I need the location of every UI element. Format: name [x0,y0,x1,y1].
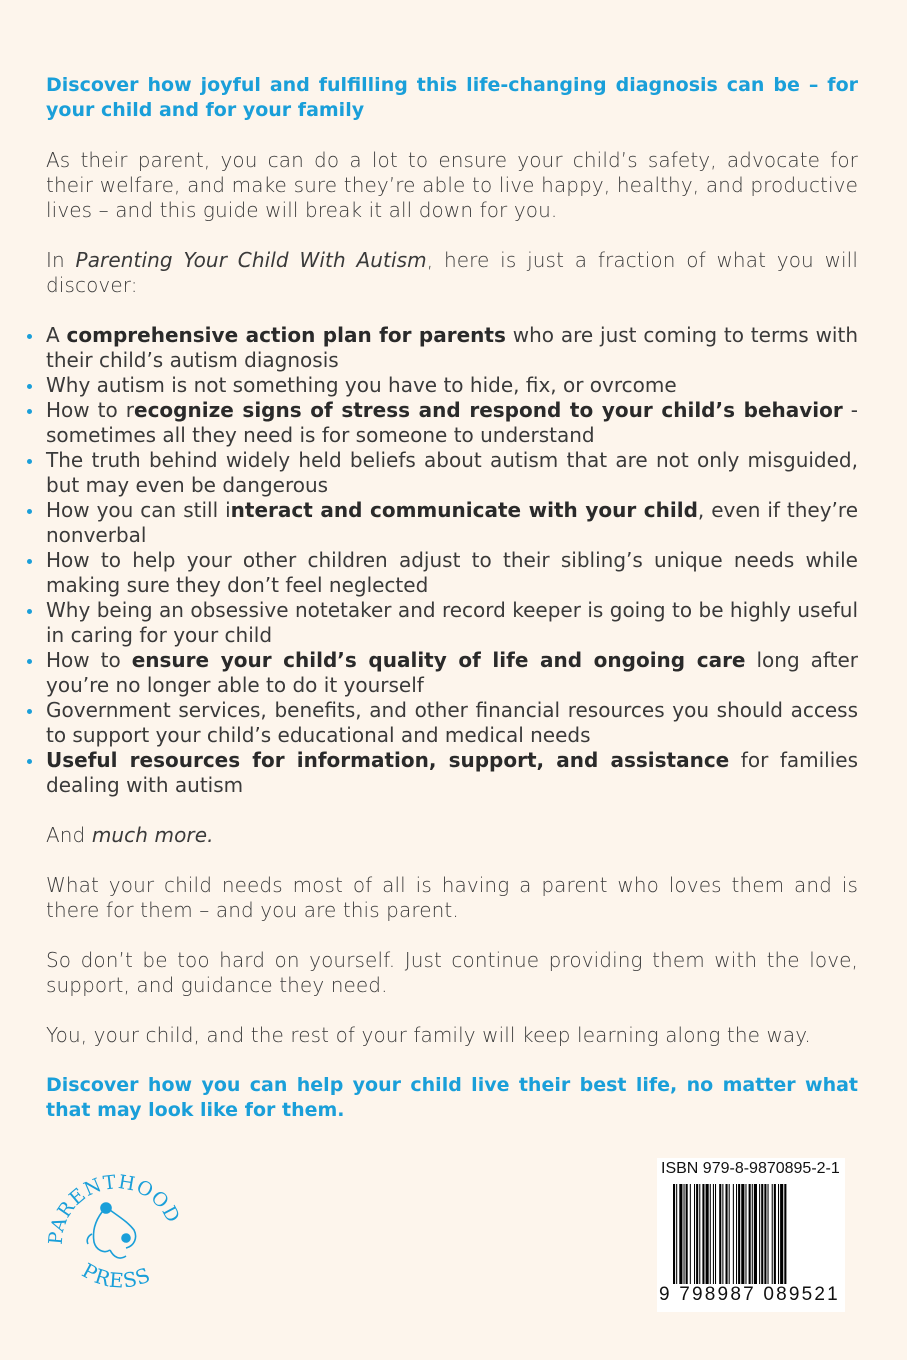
feature-item: Useful resources for information, support, and assistance for families dealing with autism [46,748,858,797]
barcode-block [657,1158,845,1312]
headline: Discover how joyful and fulfilling this life-changing diagnosis can be – for your child and for your family [46,74,858,121]
svg-text:PARENTHOOD [45,1171,184,1245]
book-title: Parenting Your Child With Autism [75,248,427,272]
feature-item: How to help your other children adjust to their sibling’s unique needs while making sure they don’t feel neglected [46,548,858,597]
publisher-name-top: PARENTHOOD [44,1170,184,1246]
feature-item: How you can still interact and communicate with your child, even if they’re nonverbal [46,498,858,547]
publisher-logo [44,1150,184,1310]
feature-item: A comprehensive action plan for parents who are just coming to terms with their child’s autism diagnosis [46,323,858,372]
feature-item: Why being an obsessive notetaker and record keeper is going to be highly useful in caring for your child [46,598,858,647]
discover-prefix: In [46,248,76,272]
parent-child-icon [87,1203,135,1258]
much-more-line: And much more. [46,823,214,847]
barcode-icon [673,1184,831,1284]
feature-list [46,323,858,798]
discover-suffix: , here is just a fraction of what you will discover: [46,248,858,297]
closing-paragraph-2: So don’t be too hard on yourself. Just continue providing them with the love, support, and guidance they need. [46,948,858,997]
publisher-name-bottom: PRESS [78,1258,154,1293]
closing-paragraph-1: What your child needs most of all is having a parent who loves them and is there for them – and you are this parent. [46,873,858,922]
feature-item: Why autism is not something you have to hide, fix, or ovrcome [46,373,858,398]
back-cover-text [46,73,858,1123]
closing-paragraph-3: You, your child, and the rest of your family will keep learning along the way. [46,1023,811,1047]
svg-text:PRESS [78,1258,154,1293]
isbn-label: ISBN 979-8-9870895-2-1 [661,1160,840,1177]
feature-item: How to ensure your child’s quality of life and ongoing care long after you’re no longer able to do it yourself [46,648,858,697]
barcode-digits: 9 798987 089521 [659,1284,840,1305]
feature-item: Government services, benefits, and other financial resources you should access to support your child’s educational and medical needs [46,698,858,747]
feature-item: How to recognize signs of stress and respond to your child’s behavior - sometimes all they need is for someone to understand [46,398,858,447]
feature-item: The truth behind widely held beliefs about autism that are not only misguided, but may even be dangerous [46,448,858,497]
discover-paragraph [46,248,858,298]
final-call-to-action: Discover how you can help your child live their best life, no matter what that may look like for them. [46,1074,858,1121]
intro-paragraph: As their parent, you can do a lot to ensure your child’s safety, advocate for their welfare, and make sure they’re able to live happy, healthy, and productive lives – and this guide will break it all down for you. [46,148,858,222]
